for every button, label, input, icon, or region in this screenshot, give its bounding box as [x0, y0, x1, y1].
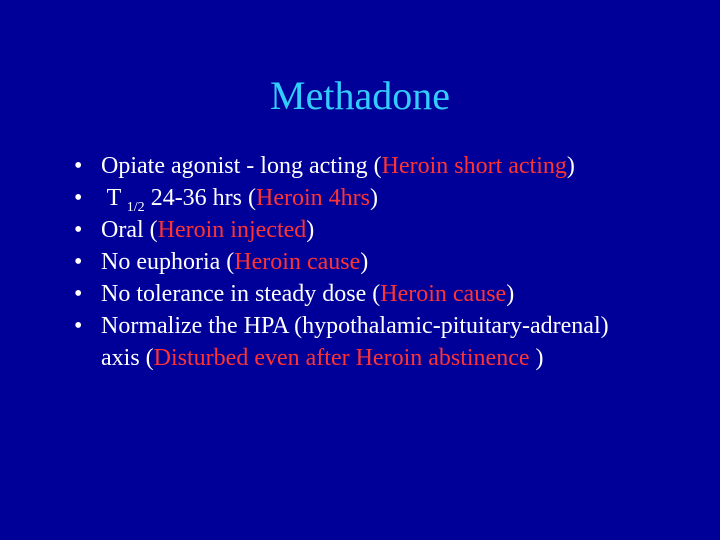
bullet-item-4: [0, 246, 720, 278]
bullet-text-5: [101, 278, 514, 310]
bullet-text-1: [101, 150, 575, 182]
bullet-text-4: [101, 246, 368, 278]
bullet-text-6: [101, 310, 609, 374]
close-paren: ): [535, 345, 544, 371]
bullet-main-text: No tolerance in steady dose: [101, 281, 373, 307]
heroin-note: Heroin injected: [157, 217, 307, 243]
half-life-label: T: [101, 185, 127, 211]
close-paren: ): [566, 153, 575, 179]
bullet-main-text: Opiate agonist - long acting: [101, 153, 374, 179]
heroin-note: Heroin 4hrs: [256, 185, 370, 211]
close-paren: ): [360, 249, 369, 275]
close-paren: ): [506, 281, 515, 307]
bullet-list: [0, 150, 720, 374]
heroin-note: Disturbed even after Heroin abstinence: [153, 345, 536, 371]
open-paren: (: [372, 281, 381, 307]
heroin-note: Heroin cause: [234, 249, 361, 275]
bullet-main-text: axis: [101, 345, 146, 371]
bullet-item-2: [0, 182, 720, 214]
open-paren: (: [145, 345, 154, 371]
open-paren: (: [226, 249, 235, 275]
bullet-icon: •: [74, 153, 83, 179]
bullet-main-text: No euphoria: [101, 249, 227, 275]
bullet-icon: •: [74, 217, 83, 243]
bullet-text-3: [101, 214, 314, 246]
slide-title: Methadone: [270, 73, 450, 118]
bullet-item-5: [0, 278, 720, 310]
close-paren: ): [306, 217, 315, 243]
bullet-main-text: Oral: [101, 217, 150, 243]
heroin-note: Heroin short acting: [381, 153, 567, 179]
bullet-item-1: [0, 150, 720, 182]
open-paren: (: [373, 153, 382, 179]
open-paren: (: [149, 217, 158, 243]
bullet-icon: •: [74, 185, 83, 211]
heroin-note: Heroin cause: [380, 281, 507, 307]
bullet-item-6: [0, 310, 720, 374]
bullet-icon: •: [74, 313, 83, 339]
bullet-icon: •: [74, 249, 83, 275]
half-life-subscript: 1/2: [126, 200, 145, 215]
bullet-text-2: [101, 182, 378, 218]
open-paren: (: [248, 185, 257, 211]
bullet-continuation-line: [101, 342, 609, 374]
bullet-icon: •: [74, 281, 83, 307]
bullet-item-3: [0, 214, 720, 246]
bullet-main-text: 24-36 hrs: [144, 185, 249, 211]
close-paren: ): [370, 185, 378, 211]
bullet-main-text: Normalize the HPA (hypothalamic-pituitary-adrenal): [101, 313, 609, 339]
